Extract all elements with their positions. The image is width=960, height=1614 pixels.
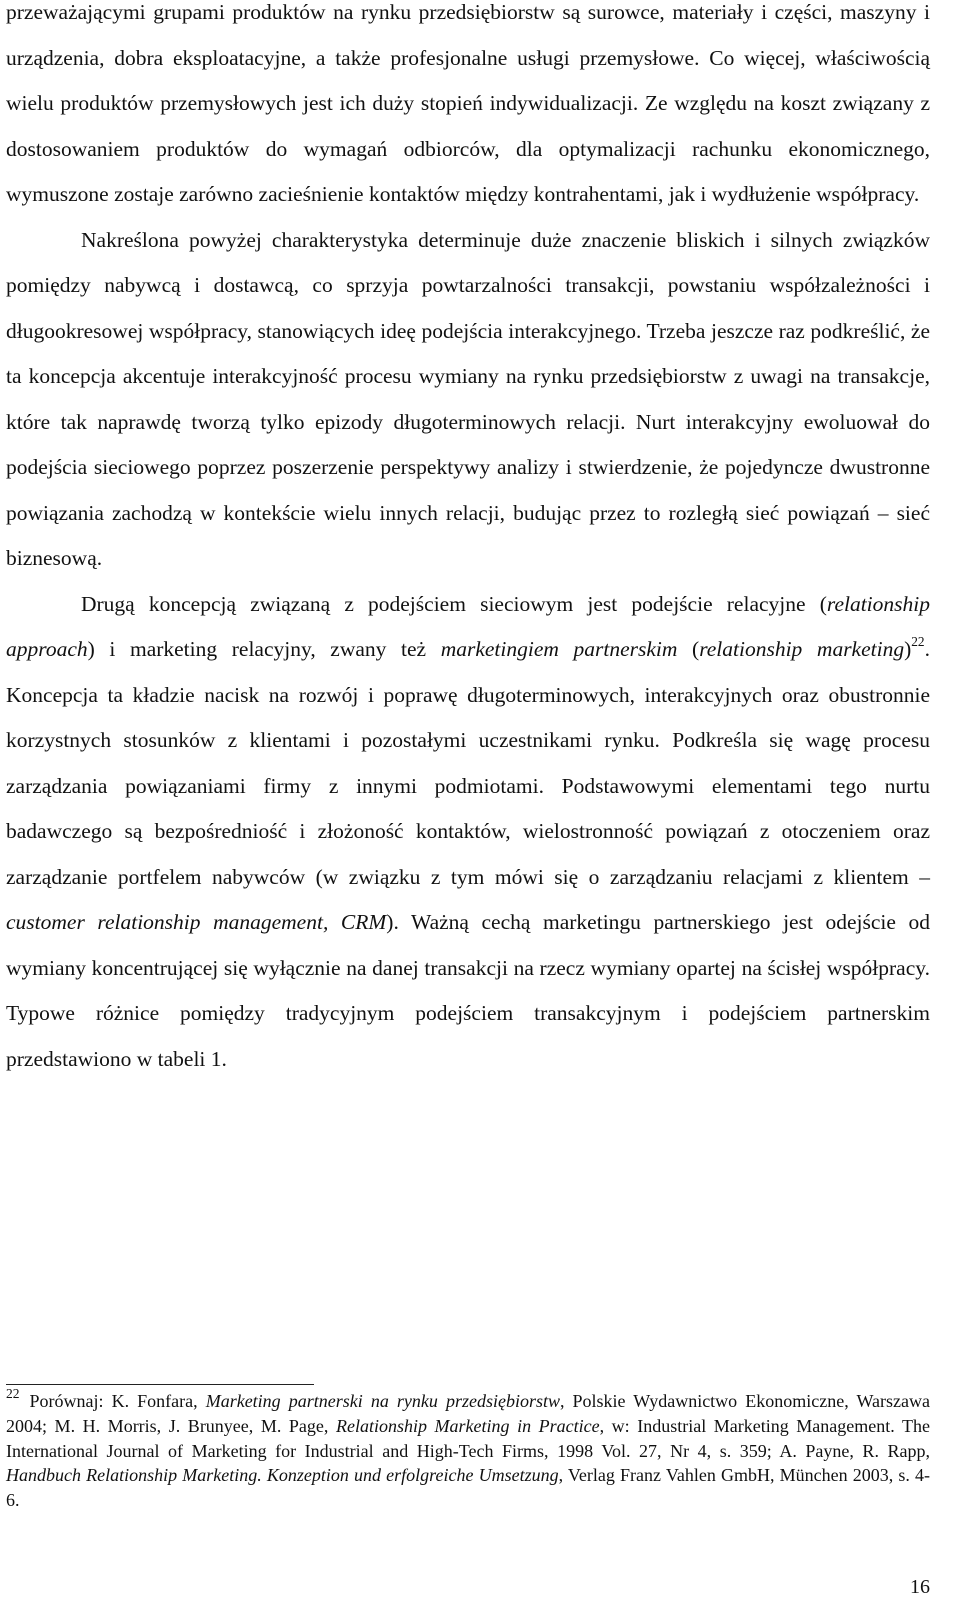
italic-run: Marketing partnerski na rynku przedsiębiorstw (205, 1391, 560, 1411)
text-run: . Koncepcja ta kładzie nacisk na rozwój i poprawę długoterminowych, interakcyjnych oraz obustronnie korzystnych stosunków z klientami i pozostałymi uczestnikami rynku. Podkreśla się wagę procesu zarządzania powiązaniami firmy z innymi podmiotami. Podstawowymi elementami tego nurtu badawczego są bezpośredniość i złożoność kontaktów, wielostronność powiązań z otoczeniem oraz zarządzanie portfelem nabywców (w związku z tym mówi się o zarządzaniu relacjami z klientem – (6, 637, 930, 889)
italic-run: relationship marketing (699, 637, 905, 661)
paragraph-3 (6, 582, 930, 1083)
text-run: ) (904, 637, 912, 661)
text-run: Drugą koncepcją związaną z podejściem sieciowym jest podejście relacyjne ( (81, 591, 827, 616)
footnote-number: 22 (6, 1386, 20, 1402)
footnote-reference: 22 (911, 634, 925, 650)
text-run: , w: Industrial Marketing Management. The International Journal of Marketing for Industrial and High-Tech Firms, 1998 Vol. 27, Nr 4, s. 359; A. Payne, R. Rapp, (6, 1415, 930, 1461)
paragraph-2 (6, 218, 930, 582)
page-number: 16 (910, 1576, 930, 1598)
text-run: ( (677, 637, 700, 661)
footnote-separator (6, 1384, 314, 1385)
italic-run: customer relationship management, CRM (6, 910, 387, 934)
text-run: ). Ważną cechą marketingu partnerskiego jest odejście od wymiany koncentrującej się wyłącznie na danej transakcji na rzecz wymiany opartej na ścisłej współpracy. Typowe różnice pomiędzy tradycyjnym podejściem transakcyjnym i podejściem partnerskim przedstawiono w tabeli 1. (6, 910, 931, 1071)
italic-run: Handbuch Relationship Marketing. Konzeption und erfolgreiche Umsetzung (6, 1465, 559, 1486)
italic-run: Relationship Marketing in Practice (335, 1415, 600, 1436)
body-text (6, 0, 930, 1082)
italic-run: relationship approach (6, 591, 930, 661)
text-run: , Polskie Wydawnictwo Ekonomiczne, Warszawa 2004; M. H. Morris, J. Brunyee, M. Page, (6, 1391, 930, 1436)
footnote-22 (6, 1386, 931, 1513)
text-run: Nakreślona powyżej charakterystyka determinuje duże znaczenie bliskich i silnych związków pomiędzy nabywcą i dostawcą, co sprzyja powtarzalności transakcji, powstaniu współzależności i długookresowej współpracy, stanowiących ideę podejścia interakcyjnego. Trzeba jeszcze raz podkreślić, że ta koncepcja akcentuje interakcyjność procesu wymiany na rynku przedsiębiorstw z uwagi na transakcje, które tak naprawdę tworzą tylko epizody długoterminowych relacji. Nurt interakcyjny ewoluował do podejścia sieciowego poprzez poszerzenie perspektywy analizy i stwierdzenie, że pojedyncze dwustronne powiązania zachodzą w kontekście wielu innych relacji, budując przez to rozległą sieć powiązań – sieć biznesową. (6, 227, 930, 570)
text-run: ) i marketing relacyjny, zwany też (87, 637, 441, 661)
italic-run: marketingiem partnerskim (440, 637, 678, 661)
text-run: , Verlag Franz Vahlen GmbH, München 2003, s. 4-6. (6, 1465, 931, 1511)
footnote-body (6, 1391, 930, 1510)
text-run: przeważającymi grupami produktów na rynku przedsiębiorstw są surowce, materiały i części, maszyny i urządzenia, dobra eksploatacyjne, a także profesjonalne usługi przemysłowe. Co więcej, właściwością wielu produktów przemysłowych jest ich duży stopień indywidualizacji. Ze względu na koszt związany z dostosowaniem produktów do wymagań odbiorców, dla optymalizacji rachunku ekonomicznego, wymuszone zostaje zarówno zacieśnienie kontaktów między kontrahentami, jak i wydłużenie współpracy. (6, 0, 930, 206)
text-run: Porównaj: K. Fonfara, (29, 1391, 206, 1411)
paragraph-1 (6, 0, 930, 218)
footnote-text (6, 1386, 931, 1513)
